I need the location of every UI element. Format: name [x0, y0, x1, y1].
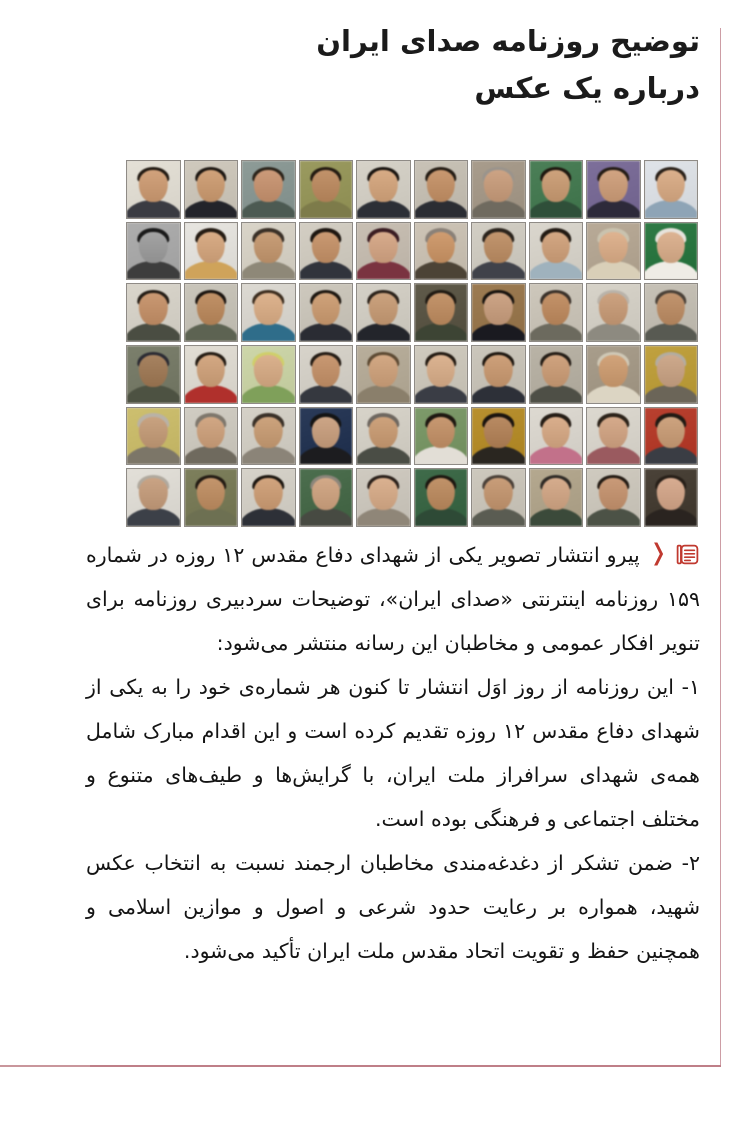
portrait-photo	[184, 407, 239, 466]
portrait-photo	[184, 222, 239, 281]
portrait-photo	[414, 468, 469, 527]
portrait-photo	[586, 468, 641, 527]
portrait-photo	[184, 468, 239, 527]
portrait-photo	[644, 407, 699, 466]
chevron-left-icon: ❬	[648, 540, 668, 566]
portrait-photo	[184, 283, 239, 342]
portrait-photo	[414, 283, 469, 342]
portrait-photo	[644, 222, 699, 281]
bottom-rule-accent	[90, 1065, 721, 1067]
page-title	[85, 18, 700, 112]
page-title-line-1: توضیح روزنامه صدای ایران	[316, 24, 700, 58]
page-title-line-2: درباره یک عکس	[474, 70, 700, 105]
portrait-photo	[126, 407, 181, 466]
vertical-rule	[720, 28, 722, 1066]
portrait-photo	[586, 160, 641, 219]
portrait-photo	[644, 160, 699, 219]
portrait-photo	[299, 222, 354, 281]
portrait-photo	[471, 222, 526, 281]
portrait-photo	[299, 283, 354, 342]
article-item-2: ۲- ضمن تشکر از دغدغه‌مندی مخاطبان ارجمند نسبت به انتخاب عکس شهید، همواره بر رعایت حدود شرعی و اصول و موازین اسلامی و همچنین حفظ و تقویت اتحاد مقدس ملت ایران تأکید می‌شود.	[86, 851, 700, 963]
lead-paragraph-text: پیرو انتشار تصویر یکی از شهدای دفاع مقدس ۱۲ روزه در شماره ۱۵۹ روزنامه اینترنتی «صدای ایران»، توضیحات سردبیری روزنامه برای تنویر افکار عمومی و مخاطبان این رسانه منتشر می‌شود:	[86, 543, 700, 655]
portrait-photo	[586, 283, 641, 342]
portrait-photo	[471, 283, 526, 342]
portrait-photo	[126, 222, 181, 281]
portrait-photo	[644, 283, 699, 342]
portrait-photo	[241, 407, 296, 466]
portrait-photo	[529, 345, 584, 404]
portrait-photo	[356, 407, 411, 466]
portrait-photo	[126, 345, 181, 404]
portrait-photo	[644, 345, 699, 404]
portrait-photo	[356, 468, 411, 527]
portrait-photo	[241, 345, 296, 404]
article-item-1: ۱- این روزنامه از روز اوَل انتشار تا کنون هر شماره‌ی خود را به یکی از شهدای دفاع مقدس ۱۲ روزه تقدیم کرده است و این اقدام مبارک شامل همه‌ی شهدای سرافراز ملت ایران، با گرایش‌ها و طیف‌های متنوع و مختلف اجتماعی و فرهنگی بوده است.	[86, 675, 700, 831]
lead-paragraph	[86, 533, 700, 665]
newspaper-icon	[675, 542, 700, 567]
portrait-photo	[529, 407, 584, 466]
portrait-photo	[356, 160, 411, 219]
portrait-photo	[299, 160, 354, 219]
portrait-photo	[184, 160, 239, 219]
portrait-photo	[471, 407, 526, 466]
martyr-photo-grid	[126, 160, 698, 527]
portrait-photo	[414, 222, 469, 281]
portrait-photo	[414, 160, 469, 219]
portrait-photo	[299, 468, 354, 527]
article-content	[85, 0, 700, 1121]
portrait-photo	[241, 160, 296, 219]
portrait-photo	[184, 345, 239, 404]
portrait-photo	[529, 283, 584, 342]
portrait-photo	[471, 160, 526, 219]
portrait-photo	[241, 283, 296, 342]
portrait-photo	[414, 345, 469, 404]
portrait-photo	[299, 345, 354, 404]
portrait-photo	[356, 283, 411, 342]
portrait-photo	[586, 407, 641, 466]
portrait-photo	[529, 160, 584, 219]
portrait-photo	[241, 468, 296, 527]
portrait-photo	[299, 407, 354, 466]
portrait-photo	[241, 222, 296, 281]
portrait-photo	[126, 160, 181, 219]
portrait-photo	[126, 283, 181, 342]
portrait-photo	[471, 345, 526, 404]
portrait-photo	[356, 222, 411, 281]
article-body	[86, 533, 700, 973]
portrait-photo	[529, 468, 584, 527]
portrait-photo	[414, 407, 469, 466]
portrait-photo	[126, 468, 181, 527]
portrait-photo	[644, 468, 699, 527]
portrait-photo	[586, 345, 641, 404]
portrait-photo	[356, 345, 411, 404]
portrait-photo	[586, 222, 641, 281]
lead-icon-group	[649, 542, 700, 567]
portrait-photo	[471, 468, 526, 527]
portrait-photo	[529, 222, 584, 281]
